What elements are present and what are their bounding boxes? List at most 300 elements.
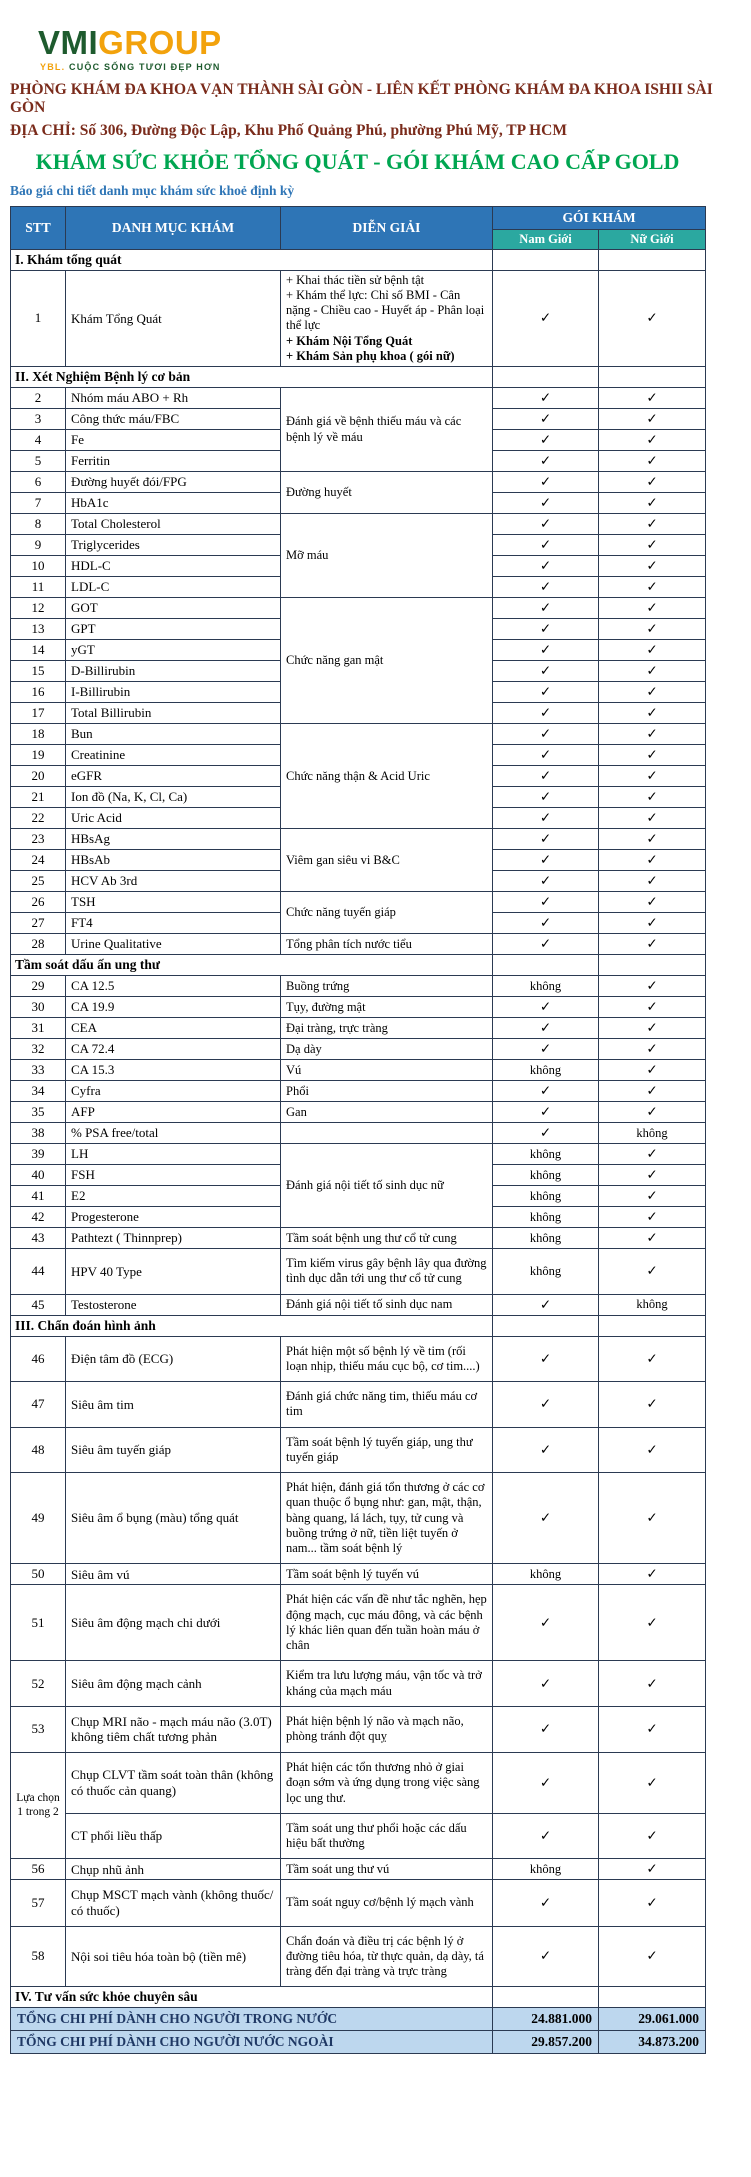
male-mark-cell: ✓ [493,409,599,430]
female-mark-cell: ✓ [599,270,706,367]
male-mark-cell: ✓ [493,535,599,556]
category-cell: CA 12.5 [66,976,281,997]
section-empty-cell [599,1315,706,1336]
male-mark-cell: ✓ [493,1039,599,1060]
female-mark-cell: ✓ [599,745,706,766]
female-mark-cell: ✓ [599,535,706,556]
clinic-name-line: PHÒNG KHÁM ĐA KHOA VẠN THÀNH SÀI GÒN - LIÊN KẾT PHÒNG KHÁM ĐA KHOA ISHII SÀI GÒN [10,80,713,116]
category-cell: GPT [66,619,281,640]
section-row [11,1987,706,2008]
male-mark-cell: ✓ [493,724,599,745]
stt-cell: 49 [11,1473,66,1564]
exam-row [11,1336,706,1382]
male-mark-cell: không [493,1228,599,1249]
category-cell: Nhóm máu ABO + Rh [66,388,281,409]
stt-cell: 6 [11,472,66,493]
exam-row [11,1753,706,1814]
stt-cell: 9 [11,535,66,556]
exam-row [11,1661,706,1707]
stt-cell: 5 [11,451,66,472]
category-cell: I-Billirubin [66,682,281,703]
section-label: IV. Tư vấn sức khỏe chuyên sâu [11,1987,493,2008]
stt-cell: 46 [11,1336,66,1382]
male-mark-cell: ✓ [493,1427,599,1473]
category-cell: D-Billirubin [66,661,281,682]
category-cell: HDL-C [66,556,281,577]
male-mark-cell: ✓ [493,619,599,640]
category-cell: HBsAg [66,829,281,850]
section-empty-cell [493,367,599,388]
male-mark-cell: ✓ [493,850,599,871]
stt-cell: 27 [11,913,66,934]
category-cell: yGT [66,640,281,661]
stt-cell: 7 [11,493,66,514]
category-cell: Nội soi tiêu hóa toàn bộ (tiền mê) [66,1926,281,1987]
male-mark-cell: ✓ [493,766,599,787]
category-cell: Pathtezt ( Thinnprep) [66,1228,281,1249]
exam-row [11,1123,706,1144]
section-row [11,955,706,976]
stt-cell: 56 [11,1859,66,1880]
stt-cell: 13 [11,619,66,640]
stt-cell: 19 [11,745,66,766]
section-empty-cell [493,1315,599,1336]
stt-cell: 10 [11,556,66,577]
category-cell: Fe [66,430,281,451]
stt-cell: 47 [11,1382,66,1428]
description-cell: Tầm soát nguy cơ/bệnh lý mạch vành [281,1880,493,1926]
female-mark-cell: ✓ [599,1880,706,1926]
logo-tagline-prefix: YBL. [40,61,66,72]
stt-cell: 32 [11,1039,66,1060]
description-cell: Đường huyết [281,472,493,514]
female-mark-cell: ✓ [599,577,706,598]
male-mark-cell: ✓ [493,1102,599,1123]
male-mark-cell: ✓ [493,1813,599,1859]
category-cell: CEA [66,1018,281,1039]
category-cell: Siêu âm động mạch chi dưới [66,1585,281,1661]
category-cell: Siêu âm tim [66,1382,281,1428]
exam-row [11,829,706,850]
female-mark-cell: ✓ [599,766,706,787]
description-cell: Phổi [281,1081,493,1102]
male-mark-cell: ✓ [493,829,599,850]
description-cell: Phát hiện một số bệnh lý về tim (rối loạn nhịp, thiếu máu cục bộ, cơ tim....) [281,1336,493,1382]
female-mark-cell: ✓ [599,514,706,535]
male-mark-cell: ✓ [493,871,599,892]
column-header-stt: STT [11,206,66,249]
description-cell: Buồng trứng [281,976,493,997]
female-mark-cell: ✓ [599,871,706,892]
female-mark-cell: ✓ [599,913,706,934]
category-cell: Chụp CLVT tầm soát toàn thân (không có thuốc cản quang) [66,1753,281,1814]
stt-cell: 24 [11,850,66,871]
stt-cell: 29 [11,976,66,997]
category-cell: Cyfra [66,1081,281,1102]
stt-cell: 58 [11,1926,66,1987]
male-mark-cell: ✓ [493,598,599,619]
female-mark-cell: ✓ [599,703,706,724]
exam-row [11,1564,706,1585]
category-cell: CA 19.9 [66,997,281,1018]
stt-cell: 52 [11,1661,66,1707]
stt-cell: 31 [11,1018,66,1039]
female-mark-cell: ✓ [599,409,706,430]
logo-group-text: GROUP [98,24,222,61]
category-cell: Đường huyết đói/FPG [66,472,281,493]
exam-row [11,1926,706,1987]
male-mark-cell: ✓ [493,1473,599,1564]
quote-subtitle: Báo giá chi tiết danh mục khám sức khoẻ định kỳ [10,182,295,198]
female-mark-cell: ✓ [599,1926,706,1987]
male-mark-cell: ✓ [493,703,599,724]
description-cell: Phát hiện bệnh lý não và mạch não, phòng tránh đột quỵ [281,1706,493,1752]
exam-row [11,1294,706,1315]
total-female-value: 34.873.200 [599,2031,706,2054]
male-mark-cell: ✓ [493,472,599,493]
female-mark-cell: ✓ [599,1186,706,1207]
description-cell: Đánh giá nội tiết tố sinh dục nam [281,1294,493,1315]
stt-cell: 12 [11,598,66,619]
exam-row [11,1813,706,1859]
logo [38,26,751,72]
female-mark-cell: ✓ [599,493,706,514]
male-mark-cell: ✓ [493,1123,599,1144]
male-mark-cell: ✓ [493,270,599,367]
description-cell: Dạ dày [281,1039,493,1060]
stt-cell: 53 [11,1706,66,1752]
category-cell: Total Cholesterol [66,514,281,535]
male-mark-cell: không [493,1060,599,1081]
female-mark-cell: ✓ [599,829,706,850]
category-cell: HCV Ab 3rd [66,871,281,892]
page-title: KHÁM SỨC KHỎE TỔNG QUÁT - GÓI KHÁM CAO CẤP GOLD [35,148,680,174]
category-cell: % PSA free/total [66,1123,281,1144]
female-mark-cell: ✓ [599,850,706,871]
description-line: + Khám Nội Tổng Quát [286,333,413,348]
description-cell: Tìm kiếm virus gây bệnh lây qua đường tình dục dẫn tới ung thư cổ tử cung [281,1249,493,1295]
female-mark-cell: ✓ [599,556,706,577]
column-header-male: Nam Giới [493,229,599,249]
female-mark-cell: không [599,1123,706,1144]
exam-row [11,472,706,493]
exam-row [11,1039,706,1060]
female-mark-cell: ✓ [599,787,706,808]
description-cell: Đánh giá nội tiết tố sinh dục nữ [281,1144,493,1228]
male-mark-cell: ✓ [493,997,599,1018]
stt-cell: 16 [11,682,66,703]
female-mark-cell: ✓ [599,1859,706,1880]
stt-cell: 35 [11,1102,66,1123]
stt-cell: Lựa chọn 1 trong 2 [11,1753,66,1859]
description-cell: Chức năng tuyến giáp [281,892,493,934]
male-mark-cell: ✓ [493,451,599,472]
description-cell: Kiểm tra lưu lượng máu, vận tốc và trở kháng của mạch máu [281,1661,493,1707]
male-mark-cell: ✓ [493,556,599,577]
stt-cell: 51 [11,1585,66,1661]
stt-cell: 44 [11,1249,66,1295]
male-mark-cell: ✓ [493,1585,599,1661]
description-cell: Tầm soát ung thư phổi hoặc các dấu hiệu bất thường [281,1813,493,1859]
exam-row [11,1859,706,1880]
description-cell: Viêm gan siêu vi B&C [281,829,493,892]
female-mark-cell: ✓ [599,430,706,451]
category-cell: FSH [66,1165,281,1186]
male-mark-cell: ✓ [493,493,599,514]
female-mark-cell: ✓ [599,934,706,955]
stt-cell: 4 [11,430,66,451]
male-mark-cell: ✓ [493,892,599,913]
female-mark-cell: ✓ [599,1661,706,1707]
total-male-value: 29.857.200 [493,2031,599,2054]
category-cell: FT4 [66,913,281,934]
male-mark-cell: ✓ [493,514,599,535]
male-mark-cell: ✓ [493,388,599,409]
description-cell: Vú [281,1060,493,1081]
female-mark-cell: ✓ [599,640,706,661]
column-header-description: DIỄN GIẢI [281,206,493,249]
female-mark-cell: ✓ [599,1249,706,1295]
description-cell: Chức năng thận & Acid Uric [281,724,493,829]
exam-row [11,1144,706,1165]
stt-cell: 15 [11,661,66,682]
logo-tagline [40,62,751,72]
section-label: II. Xét Nghiệm Bệnh lý cơ bản [11,367,493,388]
clinic-address-line: ĐỊA CHỈ: Số 306, Đường Độc Lập, Khu Phố Quảng Phú, phường Phú Mỹ, TP HCM [10,121,568,139]
exam-row [11,1382,706,1428]
total-row [11,2031,706,2054]
female-mark-cell: không [599,1294,706,1315]
female-mark-cell: ✓ [599,598,706,619]
description-cell: Đại tràng, trực tràng [281,1018,493,1039]
exam-row [11,997,706,1018]
male-mark-cell: không [493,1144,599,1165]
description-cell: Tổng phân tích nước tiểu [281,934,493,955]
male-mark-cell: ✓ [493,1336,599,1382]
description-cell: Tầm soát bệnh ung thư cổ tử cung [281,1228,493,1249]
section-empty-cell [493,249,599,270]
stt-cell: 39 [11,1144,66,1165]
stt-cell: 23 [11,829,66,850]
female-mark-cell: ✓ [599,619,706,640]
category-cell: HbA1c [66,493,281,514]
document-header [10,26,751,199]
description-cell: Tầm soát bệnh lý tuyến vú [281,1564,493,1585]
female-mark-cell: ✓ [599,1473,706,1564]
total-label: TỔNG CHI PHÍ DÀNH CHO NGƯỜI TRONG NƯỚC [11,2008,493,2031]
section-empty-cell [493,1987,599,2008]
male-mark-cell: ✓ [493,1706,599,1752]
description-cell: Phát hiện các vấn đề như tắc nghẽn, hẹp động mạch, cục máu đông, và các bệnh lý khác liên quan đến tuần hoàn máu ở chân [281,1585,493,1661]
male-mark-cell: ✓ [493,1081,599,1102]
stt-cell: 38 [11,1123,66,1144]
section-empty-cell [599,955,706,976]
female-mark-cell: ✓ [599,1060,706,1081]
female-mark-cell: ✓ [599,1813,706,1859]
section-empty-cell [599,1987,706,2008]
category-cell: Điện tâm đồ (ECG) [66,1336,281,1382]
female-mark-cell: ✓ [599,892,706,913]
category-cell: TSH [66,892,281,913]
column-header-package: GÓI KHÁM [493,206,706,229]
category-cell: CA 72.4 [66,1039,281,1060]
category-cell: Siêu âm động mạch cảnh [66,1661,281,1707]
male-mark-cell: ✓ [493,1880,599,1926]
stt-cell: 1 [11,270,66,367]
female-mark-cell: ✓ [599,1585,706,1661]
category-cell: E2 [66,1186,281,1207]
category-cell: Khám Tổng Quát [66,270,281,367]
category-cell: Bun [66,724,281,745]
female-mark-cell: ✓ [599,808,706,829]
stt-cell: 34 [11,1081,66,1102]
female-mark-cell: ✓ [599,1207,706,1228]
description-cell: Phát hiện các tổn thương nhỏ ở giai đoạn sớm và ứng dụng trong việc sàng lọc ung thư. [281,1753,493,1814]
female-mark-cell: ✓ [599,1081,706,1102]
category-cell: Testosterone [66,1294,281,1315]
female-mark-cell: ✓ [599,388,706,409]
male-mark-cell: không [493,1564,599,1585]
total-female-value: 29.061.000 [599,2008,706,2031]
category-cell: LH [66,1144,281,1165]
exam-table [10,206,706,2055]
female-mark-cell: ✓ [599,1336,706,1382]
male-mark-cell: ✓ [493,808,599,829]
category-cell: AFP [66,1102,281,1123]
category-cell: eGFR [66,766,281,787]
male-mark-cell: ✓ [493,1661,599,1707]
male-mark-cell: không [493,1859,599,1880]
exam-row [11,976,706,997]
logo-wordmark [38,26,751,61]
female-mark-cell: ✓ [599,724,706,745]
stt-cell: 42 [11,1207,66,1228]
exam-row [11,892,706,913]
female-mark-cell: ✓ [599,661,706,682]
stt-cell: 18 [11,724,66,745]
female-mark-cell: ✓ [599,1427,706,1473]
female-mark-cell: ✓ [599,1382,706,1428]
description-cell: Chức năng gan mật [281,598,493,724]
category-cell: CT phổi liều thấp [66,1813,281,1859]
stt-cell: 25 [11,871,66,892]
stt-cell: 40 [11,1165,66,1186]
exam-row [11,1706,706,1752]
description-cell: Đánh giá chức năng tim, thiếu máu cơ tim [281,1382,493,1428]
female-mark-cell: ✓ [599,976,706,997]
male-mark-cell: ✓ [493,934,599,955]
section-label: I. Khám tổng quát [11,249,493,270]
male-mark-cell: ✓ [493,1753,599,1814]
logo-vmi-text: VMI [38,24,99,61]
stt-cell: 57 [11,1880,66,1926]
description-line: + Khai thác tiền sử bệnh tật [286,272,425,287]
female-mark-cell: ✓ [599,1039,706,1060]
female-mark-cell: ✓ [599,1102,706,1123]
exam-row [11,1018,706,1039]
stt-cell: 8 [11,514,66,535]
category-cell: Uric Acid [66,808,281,829]
category-cell: Chụp nhũ ảnh [66,1859,281,1880]
description-cell: Tụy, đường mật [281,997,493,1018]
stt-cell: 45 [11,1294,66,1315]
category-cell: Chụp MRI não - mạch máu não (3.0T) không tiêm chất tương phản [66,1706,281,1752]
category-cell: Ion đồ (Na, K, Cl, Ca) [66,787,281,808]
exam-table-body [11,249,706,2054]
male-mark-cell: ✓ [493,745,599,766]
category-cell: Creatinine [66,745,281,766]
stt-cell: 30 [11,997,66,1018]
male-mark-cell: ✓ [493,430,599,451]
column-header-category: DANH MỤC KHÁM [66,206,281,249]
logo-tagline-text: CUỘC SỐNG TƯƠI ĐẸP HƠN [69,61,221,72]
category-cell: Công thức máu/FBC [66,409,281,430]
section-row [11,1315,706,1336]
male-mark-cell: ✓ [493,1294,599,1315]
female-mark-cell: ✓ [599,1018,706,1039]
male-mark-cell: ✓ [493,1382,599,1428]
stt-cell: 2 [11,388,66,409]
stt-cell: 22 [11,808,66,829]
category-cell: Chụp MSCT mạch vành (không thuốc/ có thuốc) [66,1880,281,1926]
category-cell: Total Billirubin [66,703,281,724]
male-mark-cell: ✓ [493,661,599,682]
stt-cell: 21 [11,787,66,808]
header-row-1 [11,206,706,229]
description-cell: Mỡ máu [281,514,493,598]
stt-cell: 43 [11,1228,66,1249]
male-mark-cell: ✓ [493,640,599,661]
male-mark-cell: không [493,1207,599,1228]
exam-row [11,270,706,367]
exam-row [11,1880,706,1926]
section-empty-cell [599,367,706,388]
category-cell: CA 15.3 [66,1060,281,1081]
stt-cell: 41 [11,1186,66,1207]
category-cell: Siêu âm vú [66,1564,281,1585]
stt-cell: 11 [11,577,66,598]
exam-row [11,1102,706,1123]
exam-row [11,1081,706,1102]
category-cell: Progesterone [66,1207,281,1228]
section-label: Tầm soát dấu ấn ung thư [11,955,493,976]
stt-cell: 20 [11,766,66,787]
female-mark-cell: ✓ [599,1753,706,1814]
male-mark-cell: không [493,1249,599,1295]
female-mark-cell: ✓ [599,997,706,1018]
category-cell: Siêu âm ổ bụng (màu) tổng quát [66,1473,281,1564]
description-line: + Khám Sản phụ khoa ( gói nữ) [286,348,455,363]
category-cell: Siêu âm tuyến giáp [66,1427,281,1473]
section-row [11,367,706,388]
exam-row [11,388,706,409]
exam-row [11,1060,706,1081]
female-mark-cell: ✓ [599,1564,706,1585]
stt-cell: 50 [11,1564,66,1585]
female-mark-cell: ✓ [599,1706,706,1752]
stt-cell: 28 [11,934,66,955]
male-mark-cell: ✓ [493,577,599,598]
description-cell: Phát hiện, đánh giá tổn thương ở các cơ quan thuộc ổ bụng như: gan, mật, thận, bàng quang, lá lách, tụy, tử cung và buồng trứng ở nữ, tiền liệt tuyến ở nam... tầm soát bệnh lý [281,1473,493,1564]
category-cell: HPV 40 Type [66,1249,281,1295]
exam-row [11,1228,706,1249]
section-label: III. Chẩn đoán hình ảnh [11,1315,493,1336]
exam-row [11,724,706,745]
female-mark-cell: ✓ [599,1144,706,1165]
male-mark-cell: ✓ [493,1018,599,1039]
section-row [11,249,706,270]
male-mark-cell: không [493,976,599,997]
